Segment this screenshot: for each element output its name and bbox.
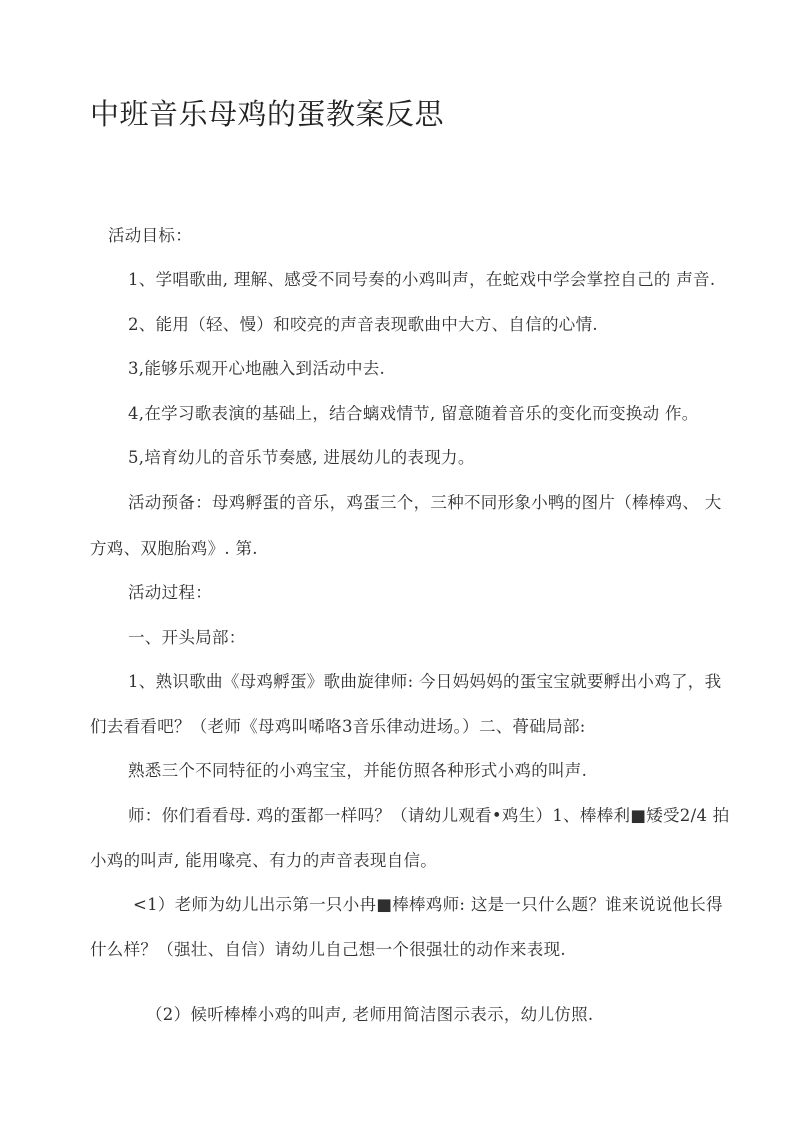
paragraph-line: 活动预备：母鸡孵蛋的音乐，鸡蛋三个，三种不同形象小鸭的图片（棒棒鸡、 大 bbox=[128, 493, 722, 512]
paragraph-line: 活动目标： bbox=[108, 226, 192, 245]
paragraph-line: 4,在学习歌表演的基础上，结合螭戏情节, 留意随着音乐的变化而变换动 作。 bbox=[128, 404, 699, 423]
paragraph-line: 小鸡的叫声, 能用喙亮、有力的声音表现自信。 bbox=[90, 851, 438, 870]
paragraph-line: 熟悉三个不同特征的小鸡宝宝，并能仿照各种形式小鸡的叫声. bbox=[128, 761, 588, 780]
paragraph-line: 1、学唱歌曲, 理解、感受不同号奏的小鸡叫声，在蛇戏中学会掌控自己的 声音. bbox=[128, 270, 716, 289]
document-title: 中班音乐母鸡的蛋教案反思 bbox=[90, 97, 445, 131]
paragraph-line: 方鸡、双胞胎鸡》. 第. bbox=[90, 539, 258, 558]
paragraph-line: 1、熟识歌曲《母鸡孵蛋》歌曲旋律师: 今日妈妈妈的蛋宝宝就要孵出小鸡了，我 bbox=[128, 672, 722, 691]
paragraph-line: <1）老师为幼儿出示第一只小冉■棒棒鸡师: 这是一只什么题？谁来说说他长得 bbox=[133, 895, 723, 914]
paragraph-line: 5,培育幼儿的音乐节奏感, 进展幼儿的表现力。 bbox=[128, 448, 475, 467]
paragraph-line: （2）候听棒棒小鸡的叫声, 老师用简洁图示表示，幼儿仿照. bbox=[146, 1005, 594, 1024]
paragraph-line: 什么样？（强壮、自信）请幼儿自己想一个很强壮的动作来表现. bbox=[90, 940, 566, 959]
paragraph-line: 们去看看吧？（老师《母鸡叫唏咯3音乐律动进场。）二、蓇础局部: bbox=[90, 717, 586, 736]
paragraph-line: 一、开头局部： bbox=[128, 628, 246, 647]
paragraph-line: 活动过程： bbox=[128, 583, 212, 602]
paragraph-line: 师：你们看看母. 鸡的蛋都一样吗？（请幼儿观看•鸡生）1、棒棒利■矮受2/4 拍 bbox=[128, 806, 730, 825]
paragraph-line: 2、能用（轻、慢）和咬亮的声音表现歌曲中大方、自信的心情. bbox=[128, 315, 598, 334]
paragraph-line: 3,能够乐观开心地融入到活动中去. bbox=[128, 359, 386, 378]
